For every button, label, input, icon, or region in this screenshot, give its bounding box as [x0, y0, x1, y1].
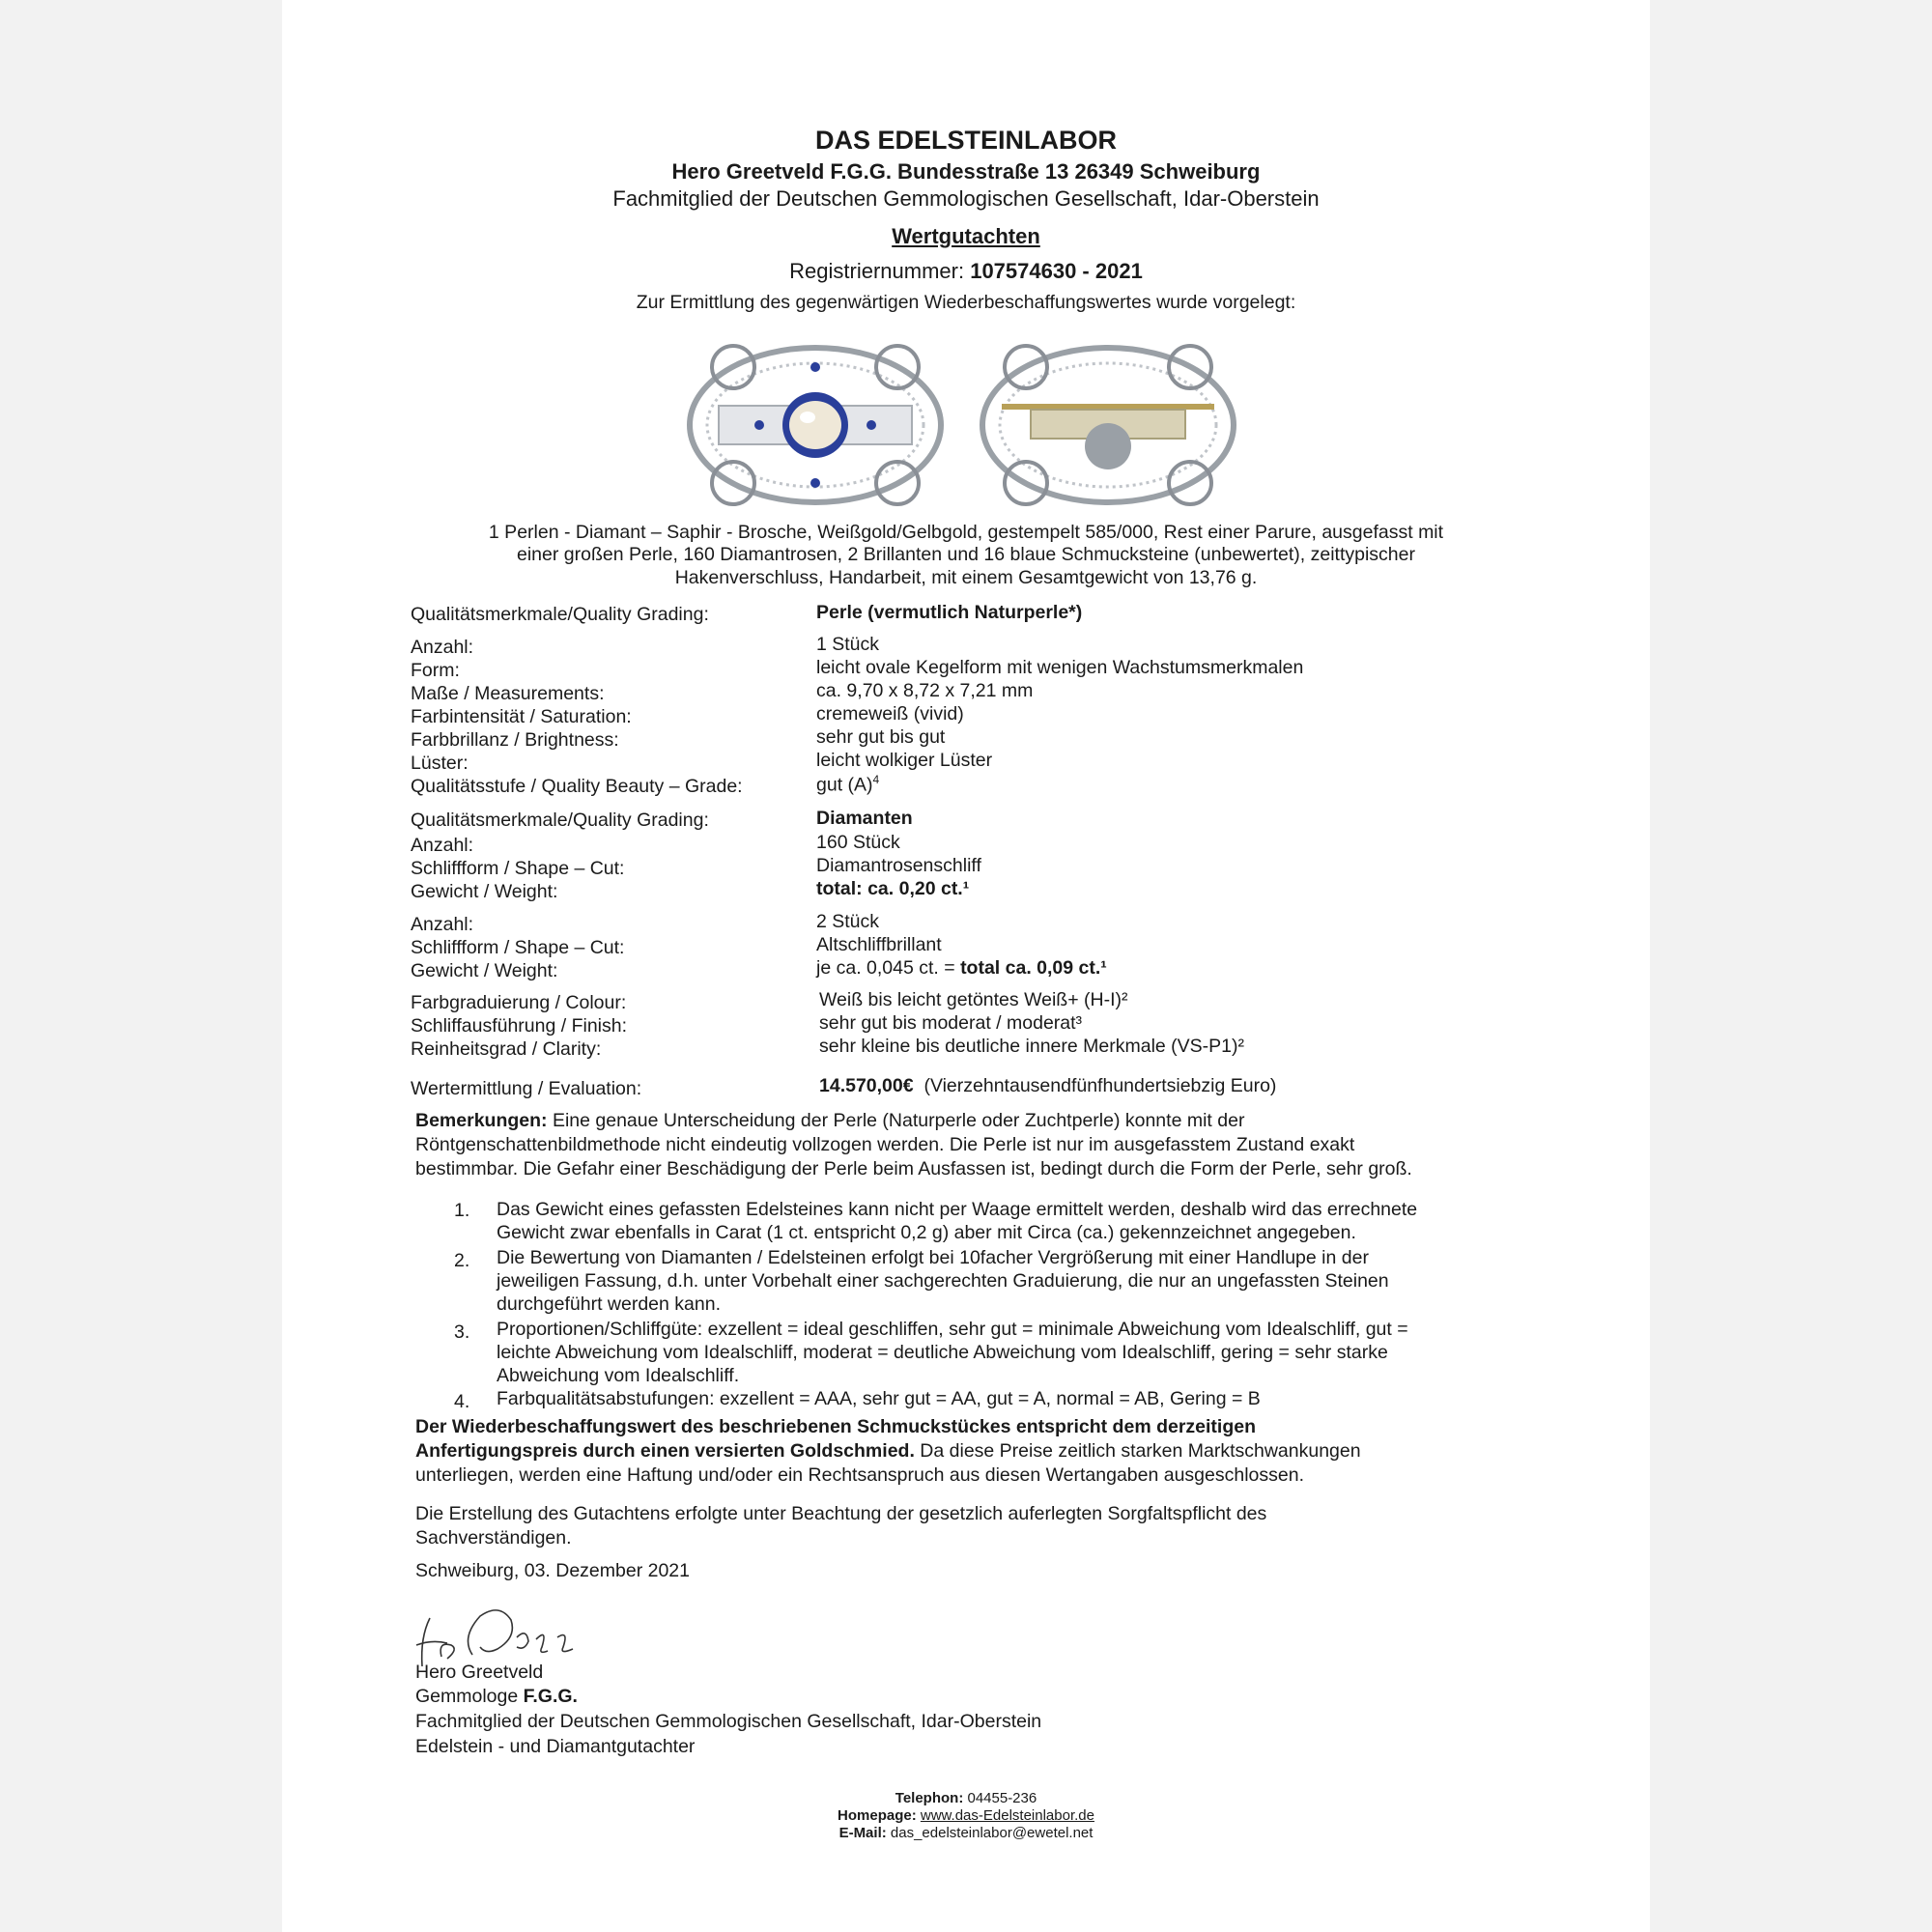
pearl-value: ca. 9,70 x 8,72 x 7,21 mm [816, 680, 1034, 701]
signer-membership: Fachmitglied der Deutschen Gemmologischen Gesellschaft, Idar-Oberstein [415, 1711, 1042, 1732]
homepage-label: Homepage: [838, 1807, 917, 1824]
pearl-label: Lüster: [411, 753, 469, 774]
evaluation-amount: 14.570,00€ [819, 1075, 914, 1096]
pearl-grading-value: Perle (vermutlich Naturperle*) [816, 602, 1083, 623]
note-number: 2. [454, 1250, 470, 1271]
registration-number: 107574630 - 2021 [970, 259, 1143, 283]
remarks-paragraph [415, 1109, 1536, 1181]
homepage-link[interactable]: www.das-Edelsteinlabor.de [920, 1807, 1094, 1824]
evaluation-value [819, 1075, 1276, 1097]
signer-role: Edelstein - und Diamantgutachter [415, 1736, 696, 1757]
disclaimer-bold: Anfertigungspreis durch einen versierten Goldschmied. [415, 1440, 915, 1462]
remarks-line: Eine genaue Unterscheidung der Perle (Naturperle oder Zuchtperle) konnte mit der [547, 1110, 1245, 1131]
diligence-line: Die Erstellung des Gutachtens erfolgte unter Beachtung der gesetzlich auferlegten Sorgfaltspflicht des [415, 1503, 1267, 1524]
phone-label: Telephon: [895, 1790, 964, 1806]
evaluation-words: (Vierzehntausendfünfhundertsiebzig Euro) [923, 1075, 1277, 1096]
lab-membership: Fachmitglied der Deutschen Gemmologischen Gesellschaft, Idar-Oberstein [612, 186, 1320, 211]
note-line: durchgeführt werden kann. [497, 1293, 721, 1315]
diligence-paragraph [415, 1502, 1536, 1550]
remarks-line: bestimmbar. Die Gefahr einer Beschädigung der Perle beim Ausfassen ist, bedingt durch die Form der Perle, sehr groß. [415, 1158, 1412, 1179]
finish-value: sehr gut bis moderat / moderat³ [819, 1012, 1083, 1034]
signer-title-bold: F.G.G. [523, 1686, 578, 1707]
diamond-weight-value: total: ca. 0,20 ct.¹ [816, 878, 970, 899]
diamond-grading-label: Qualitätsmerkmale/Quality Grading: [411, 810, 709, 831]
email-label: E-Mail: [838, 1825, 887, 1841]
brilliant-weight-label: Gewicht / Weight: [411, 960, 558, 981]
pearl-grade-footnote: 4 [872, 773, 880, 786]
pearl-label: Form: [411, 660, 460, 681]
diamond-grading-value: Diamanten [816, 808, 913, 829]
note-line: Gewicht zwar ebenfalls in Carat (1 ct. entspricht 0,2 g) aber mit Circa (ca.) gekennzeichnet angegeben. [497, 1222, 1356, 1243]
signer-title [415, 1685, 1536, 1709]
pearl-value: leicht wolkiger Lüster [816, 750, 993, 771]
phone-value: 04455-236 [963, 1790, 1037, 1806]
pearl-label: Anzahl: [411, 637, 474, 658]
footer-phone [282, 1790, 1650, 1807]
note-text [497, 1318, 1520, 1387]
brilliant-weight-value [816, 957, 1107, 980]
footer-email [282, 1825, 1650, 1842]
diamond-cut-label: Schliffform / Shape – Cut: [411, 858, 625, 879]
description-line-3: Hakenverschluss, Handarbeit, mit einem Gesamtgewicht von 13,76 g. [674, 567, 1258, 588]
intro-text: Zur Ermittlung des gegenwärtigen Wiederbeschaffungswertes wurde vorgelegt: [636, 292, 1296, 313]
note-line: Farbqualitätsabstufungen: exzellent = AAA, sehr gut = AA, gut = A, normal = AB, Gering = B [497, 1388, 1261, 1409]
evaluation-label: Wertermittlung / Evaluation: [411, 1078, 642, 1099]
description-line-1: 1 Perlen - Diamant – Saphir - Brosche, Weißgold/Gelbgold, gestempelt 585/000, Rest einer Parure, ausgefasst mit [488, 522, 1444, 543]
signer-title-text: Gemmologe [415, 1686, 524, 1707]
note-text [497, 1246, 1520, 1316]
note-number: 3. [454, 1321, 470, 1343]
pearl-value: sehr gut bis gut [816, 726, 946, 748]
pearl-grading-label: Qualitätsmerkmale/Quality Grading: [411, 604, 709, 625]
pearl-grade-label: Qualitätsstufe / Quality Beauty – Grade: [411, 776, 743, 797]
registration-label: Registriernummer: [789, 259, 971, 283]
brilliant-count-value: 2 Stück [816, 911, 880, 932]
pearl-grade-text: gut (A) [816, 774, 873, 796]
diamond-cut-value: Diamantrosenschliff [816, 855, 981, 876]
note-line: Das Gewicht eines gefassten Edelsteines kann nicht per Waage ermittelt werden, deshalb wird das errechnete [497, 1199, 1418, 1220]
clarity-value: sehr kleine bis deutliche innere Merkmale (VS-P1)² [819, 1036, 1245, 1057]
pearl-value: 1 Stück [816, 634, 880, 655]
diamond-weight-label: Gewicht / Weight: [411, 881, 558, 902]
clarity-label: Reinheitsgrad / Clarity: [411, 1038, 602, 1060]
colour-value: Weiß bis leicht getöntes Weiß+ (H-I)² [819, 989, 1128, 1010]
description-line-2: einer großen Perle, 160 Diamantrosen, 2 Brillanten und 16 blaue Schmucksteine (unbewertet), zeittypischer [516, 544, 1415, 565]
email-value: das_edelsteinlabor@ewetel.net [886, 1825, 1094, 1841]
pearl-value: cremeweiß (vivid) [816, 703, 964, 724]
disclaimer-line: Der Wiederbeschaffungswert des beschriebenen Schmuckstückes entspricht dem derzeitigen [415, 1416, 1257, 1437]
note-line: Die Bewertung von Diamanten / Edelsteinen erfolgt bei 10facher Vergrößerung mit einer Handlupe in der [497, 1247, 1369, 1268]
note-number: 4. [454, 1391, 470, 1412]
diamond-count-label: Anzahl: [411, 835, 474, 856]
pearl-value: leicht ovale Kegelform mit wenigen Wachstumsmerkmalen [816, 657, 1304, 678]
footer-homepage [282, 1807, 1650, 1825]
pearl-label: Farbbrillanz / Brightness: [411, 729, 619, 751]
brilliant-weight-each: je ca. 0,045 ct. = [816, 957, 961, 979]
note-line: jeweiligen Fassung, d.h. unter Vorbehalt einer sachgerechten Graduierung, die nur an ungefassten Steinen [497, 1270, 1389, 1292]
brilliant-cut-label: Schliffform / Shape – Cut: [411, 937, 625, 958]
finish-label: Schliffausführung / Finish: [411, 1015, 628, 1037]
note-line: Abweichung vom Idealschliff. [497, 1365, 740, 1386]
remarks-line: Röntgenschattenbildmethode nicht eindeutig vollzogen werden. Die Perle ist nur im ausgefasstem Zustand exakt [415, 1134, 1355, 1155]
brilliant-weight-total: total ca. 0,09 ct.¹ [960, 957, 1107, 979]
brilliant-cut-value: Altschliffbrillant [816, 934, 942, 955]
brilliant-count-label: Anzahl: [411, 914, 474, 935]
diligence-line: Sachverständigen. [415, 1527, 572, 1548]
brooch-front-photo [680, 338, 951, 512]
disclaimer-line: unterliegen, werden eine Haftung und/oder ein Rechtsanspruch aus diesen Wertangaben ausgeschlossen. [415, 1464, 1305, 1486]
brooch-back-photo [973, 338, 1243, 512]
place-date: Schweiburg, 03. Dezember 2021 [415, 1560, 690, 1581]
note-text [497, 1198, 1520, 1244]
disclaimer-paragraph [415, 1415, 1536, 1488]
pearl-grade-value [816, 773, 879, 797]
remarks-heading: Bemerkungen: [415, 1110, 548, 1131]
note-line: Proportionen/Schliffgüte: exzellent = ideal geschliffen, sehr gut = minimale Abweichung vom Idealschliff, gut = [497, 1319, 1408, 1340]
note-line: leichte Abweichung vom Idealschliff, moderat = deutliche Abweichung vom Idealschliff, gering = sehr starke [497, 1342, 1388, 1363]
diamond-count-value: 160 Stück [816, 832, 900, 853]
pearl-label: Farbintensität / Saturation: [411, 706, 632, 727]
colour-label: Farbgraduierung / Colour: [411, 992, 627, 1013]
note-text [497, 1387, 1520, 1410]
lab-name: DAS EDELSTEINLABOR [814, 126, 1118, 155]
pearl-label: Maße / Measurements: [411, 683, 605, 704]
signer-name: Hero Greetveld [415, 1662, 544, 1683]
registration-line [282, 259, 1650, 284]
document-title: Wertgutachten [892, 224, 1040, 248]
lab-address: Hero Greetveld F.G.G. Bundesstraße 13 26349 Schweiburg [671, 159, 1261, 184]
disclaimer-rest: Da diese Preise zeitlich starken Marktschwankungen [914, 1440, 1361, 1462]
note-number: 1. [454, 1200, 470, 1221]
certificate-sheet [282, 0, 1650, 1932]
